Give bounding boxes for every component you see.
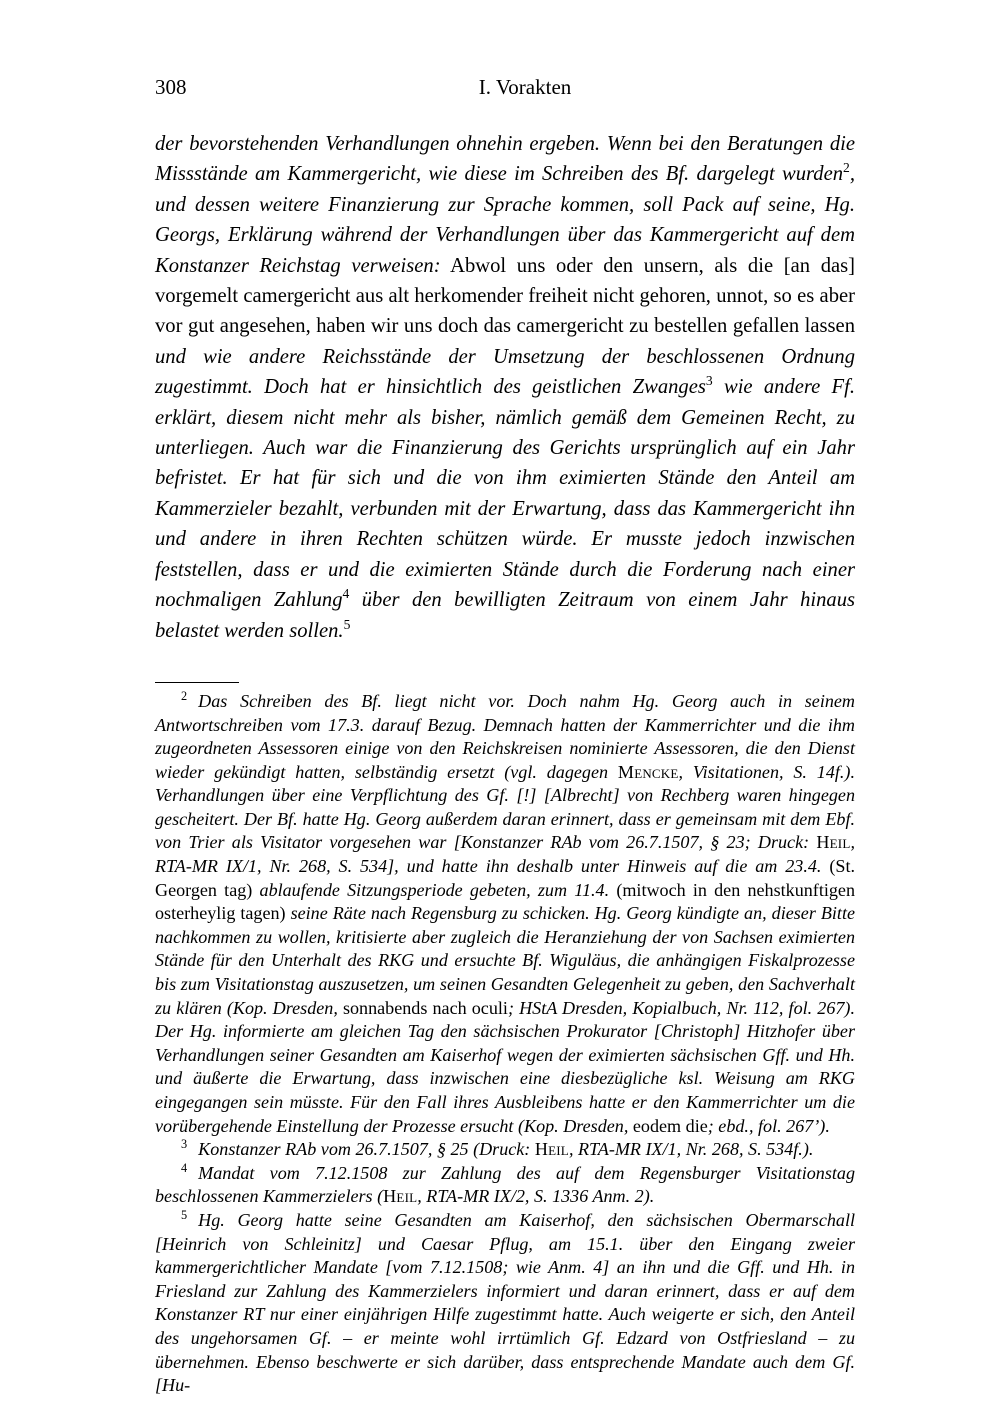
footnote-4-segment-1: Heil [383,1186,418,1207]
footnote-3 [155,1138,855,1162]
footnote-2-segment-12: ; ebd., fol. 267’). [707,1115,830,1136]
body-segment-0: der bevorstehenden Verhandlungen ohnehin ergeben. Wenn bei den Beratungen die Missstände am Kammergericht, wie diese im Schreiben des Bf. dargelegt wurden [155,133,855,186]
footnote-reference-3[interactable]: 3 [705,373,713,389]
body-segment-4: und wie andere Reichsstände der Umsetzung der beschlossenen Ordnung zugestimmt. Doch hat er hinsichtlich des geistlichen Zwanges [155,345,855,399]
body-segment-2: , und dessen weitere Finanzierung zur Sprache kommen, soll Pack auf seine, Hg. Georgs, Erklärung während der Verhandlungen über das Kammergericht auf dem Konstanzer Reichstag verweisen: [155,163,855,277]
body-segment-3: Abwol uns oder den unsern, als die [an das] vorgemelt camergericht aus alt herkomender freiheit nicht gehoren, unnot, so es aber vor gut angesehen, haben wir uns doch das camergericht zu bestellen gefallen lassen [155,254,855,338]
body-segment-6: wie andere Ff. erklärt, diesem nicht mehr als bisher, nämlich gemäß dem Gemeinen Recht, zu unterliegen. Auch war die Finanzierung des Gerichts ursprünglich auf ein Jahr befristet. Er hat für sich und die von ihm eximierten Stände den Anteil am Kammerzieler bezahlt, verbunden mit der Erwartung, dass das Kammergericht ihn und andere in ihren Rechten schützen würde. Er musste jedoch inzwischen feststellen, dass er und die eximierten Stände durch die Forderung nach einer nochmaligen Zahlung [155,376,855,612]
footnote-separator-rule [155,682,239,683]
body-segment-8: über den bewilligten Zeitraum von einem Jahr hinaus belastet werden sollen. [155,589,856,642]
footnote-2-segment-3: Heil [816,832,851,853]
footnote-reference-5[interactable]: 5 [343,616,351,632]
body-text [155,129,855,646]
footnote-4 [155,1162,855,1209]
running-head [155,72,855,102]
footnote-reference-2[interactable]: 2 [843,160,850,176]
footnote-number-4: 4 [181,1160,188,1175]
footnote-3-segment-1: Heil [534,1139,569,1160]
footnote-2-segment-4: , RTA-MR IX/1, Nr. 268, S. 534], und hatte ihn deshalb unter Hinweis auf die am 23.4. [155,832,855,877]
footnote-2-segment-6: ablaufende Sitzungsperiode gebeten, zum 11.4. [259,879,617,900]
footnote-2-segment-10: ; HStA Dresden, Kopialbuch, Nr. 112, fol. 267). Der Hg. informierte am gleichen Tag den sächsischen Prokurator [Christoph] Hitzhofer über Verhandlungen seiner Gesandten am Kaiserhof wegen der eximierten sächsischen Gff. und Hh. und äußerte die Erwartung, dass inzwischen eine diesbezügliche ksl. Weisung am RKG eingegangen sein müsste. Für den Fall ihres Ausbleibens hatte er den Kammerrichter um die vorübergehende Einstellung der Prozesse ersucht (Kop. Dresden, [155,997,855,1136]
footnote-reference-4[interactable]: 4 [342,586,350,602]
footnote-2-segment-8: seine Räte nach Regensburg zu schicken. Hg. Georg kündigte an, dieser Bitte nachkommen zu wollen, kritisierte aber zugleich die Heranziehung der von Sachsen eximierten Stände für den Unterhalt des RKG und ersuchte Bf. Wiguläus, die anhängigen Fiskalprozesse bis zum Visitationstag auszusetzen, um seinen Gesandten Gelegenheit zu geben, den Sachverhalt zu klären (Kop. Dresden, [155,903,856,1018]
running-title: I. Vorakten [478,75,572,99]
footnote-4-segment-2: , RTA-MR IX/2, S. 1336 Anm. 2). [417,1186,655,1207]
footnote-2-segment-11: eodem die [632,1115,708,1136]
page-number: 308 [155,75,187,99]
footnote-5 [155,1209,855,1398]
footnote-2-segment-5: (St. Georgen tag) [155,856,855,900]
footnote-number-2: 2 [181,688,188,703]
footnote-5-segment-0: Hg. Georg hatte seine Gesandten am Kaiserhof, den sächsischen Obermarschall [Heinrich von Schleinitz] und Caesar Pflug, am 15.1. über den Eingang zweier kammergerichtlicher Mandate [vom 7.12.1508; wie Anm. 4] an ihn und die Gff. und Hh. in Friesland zur Zahlung des Kammerzielers informiert und daran erinnert, dass er auf dem Konstanzer RT nur einer einjährigen Hilfe zugestimmt hatte. Auch weigerte er sich, den Anteil des ungehorsamen Gf. – er meinte wohl irrtümlich Gf. Edzard von Ostfriesland – zu übernehmen. Ebenso beschwerte er sich darüber, dass entsprechende Mandate auch dem Gf. [Hu- [155,1209,855,1396]
footnote-number-5: 5 [181,1207,188,1222]
footnote-2-segment-0: Das Schreiben des Bf. liegt nicht vor. Doch nahm Hg. Georg auch in seinem Antwortschreiben vom 17.3. darauf Bezug. Demnach hatten der Kammerrichter und die ihm zugeordneten Assessoren einige von den Reichskreisen nominierte Assessoren, die den Dienst wieder gekündigt hatten, selbständig ersetzt (vgl. dagegen [155,690,855,782]
footnote-2-segment-1: Mencke [617,761,679,782]
footnote-3-segment-2: , RTA-MR IX/1, Nr. 268, S. 534f.). [568,1139,814,1160]
footnote-block [155,690,855,1398]
footnote-2-segment-7: (mitwoch in den nehstkunftigen osterheylig tagen) [155,879,855,924]
footnote-3-segment-0: Konstanzer RAb vom 26.7.1507, § 25 (Druck: [198,1139,535,1160]
footnote-number-3: 3 [181,1137,188,1152]
page-content [155,72,855,1398]
footnote-4-segment-0: Mandat vom 7.12.1508 zur Zahlung des auf dem Regensburger Visitationstag beschlossenen Kammerzielers ( [155,1162,855,1207]
footnote-2-segment-2: , Visitationen, S. 14f.). Verhandlungen über eine Verpflichtung des Gf. [!] [Albrecht] von Rechberg waren hingegen gescheitert. Der Bf. hatte Hg. Georg außerdem daran erinnert, dass er gemeinsam mit dem Ebf. von Trier als Visitator vorgesehen war [Konstanzer RAb vom 26.7.1507, § 23; Druck: [155,761,855,853]
body-paragraph [155,129,855,646]
footnote-2 [155,690,855,1138]
footnote-2-segment-9: sonnabends nach oculi [342,997,508,1018]
